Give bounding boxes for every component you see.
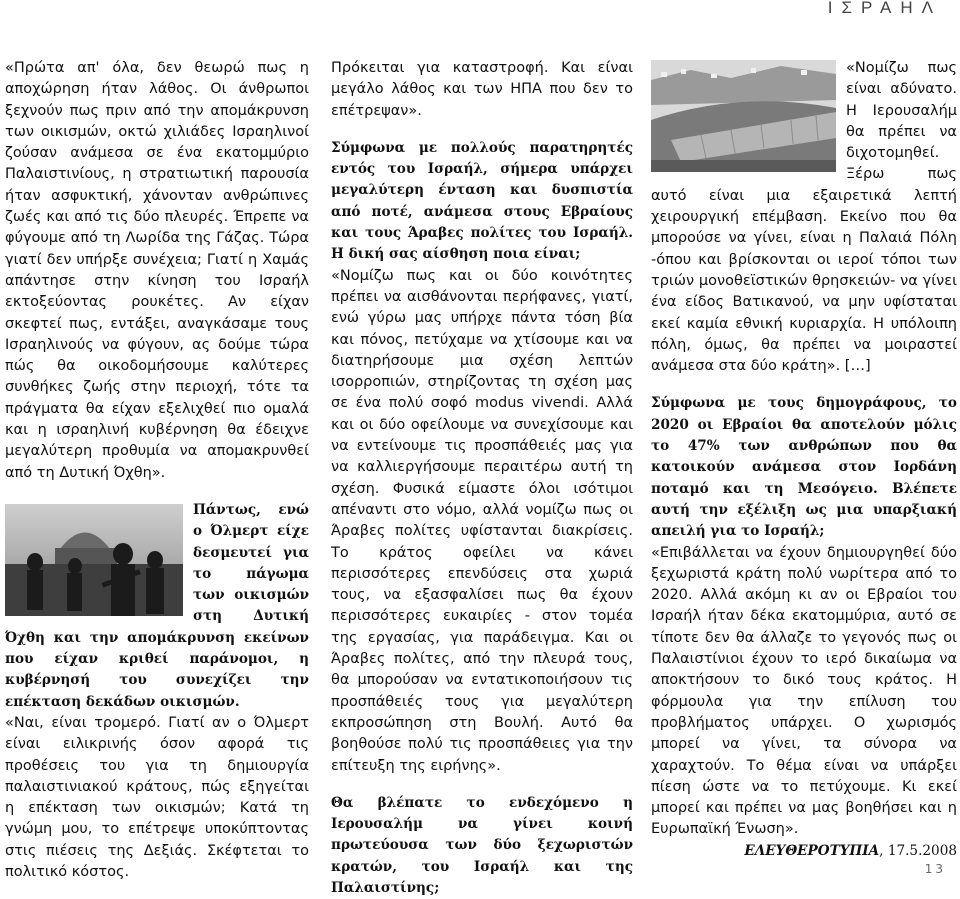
interview-question: Σύμφωνα με τους δημογράφους, το 2020 οι Εβραίοι θα αποτελούν μόλις το 47% των ανθρώπων που θα κατοικούν ανάμεσα στον Ιορδάνη ποταμό και τη Μεσόγειο. Βλέπετε αυτή την εξέλιξη ως μια υπαρξιακή απειλή για το Ισραήλ; <box>651 395 957 540</box>
answer-paragraph: «Ναι, είναι τρομερό. Γιατί αν ο Όλμερτ είναι ειλικρινής όσον αφορά τις προθέσεις του για τη δημιουργία παλαιστινιακού κράτους, πώς εξηγείται η επέκταση των οικισμών; Κατά τη γνώμη μου, το επέτρεψε υποκύπτοντας στις πιέσεις της Δεξιάς. Σκέφτεται το πολιτικό κόστος. <box>5 714 309 880</box>
interview-question: Σύμφωνα με πολλούς παρατηρητές εντός του Ισραήλ, σήμερα υπάρχει μεγαλύτερη ένταση και δυσπιστία από ποτέ, ανάμεσα στους Εβραίους και τους Άραβες πολίτες του Ισραήλ. Η δική σας αίσθηση ποια είναι; <box>331 139 633 263</box>
column-1 <box>5 58 309 883</box>
source-date: , 17.5.2008 <box>879 842 957 859</box>
interview-question: Θα βλέπατε το ενδεχόμενο η Ιερουσαλήμ να γίνει κοινή πρωτεύουσα των δύο ξεχωριστών κρατών, του Ισραήλ και της Παλαιστίνης; <box>331 794 633 896</box>
source-name: ΕΛΕΥΘΕΡΟΤΥΠΙΑ <box>744 842 880 859</box>
column-3 <box>651 58 957 862</box>
section-header: ΙΣΡΑΗΛ <box>827 0 942 17</box>
separation-wall-photo <box>651 60 836 172</box>
answer-paragraph: «Νομίζω πως είναι αδύνατο. Η Ιερουσαλήμ θα πρέπει να διχοτομηθεί. Ξέρω πως αυτό είναι μια εξαιρετικά λεπτή χειρουργική επέμβαση. Εκείνο που θα μπορούσε να γίνει, είναι η Παλαιά Πόλη -όπου και βρίσκονται οι ιεροί τόποι των τριών μονοθεϊστικών θρησκειών- να γίνει ένα είδος Βατικανού, να μην υφίσταται εκεί καμία εθνική κυριαρχία. Η υπόλοιπη πόλη, όμως, θα πρέπει να μοιραστεί ανάμεσα στα δύο κράτη». […] <box>651 60 957 375</box>
answer-paragraph: Πρόκειται για καταστροφή. Και είναι μεγάλο λάθος και των ΗΠΑ που δεν το επέτρεψαν». <box>331 60 633 119</box>
source-signature <box>651 841 957 862</box>
soldiers-dome-photo <box>5 504 183 616</box>
interview-question: Πάντως, ενώ ο Όλμερτ είχε δεσμευτεί για το πάγωμα των οικισμών στη Δυτική Όχθη και την απομάκρυνση εκείνων που είχαν κριθεί παράνομοι, η κυβέρνησή του συνεχίζει την επέκταση δεκάδων οικισμών. <box>5 501 309 710</box>
answer-paragraph: «Επιβάλλεται να έχουν δημιουργηθεί δύο ξεχωριστά κράτη πολύ νωρίτερα από το 2020. Αλλά ακόμη κι αν οι Εβραίοι του Ισραήλ ήταν δέκα εκατομμύρια, αυτό σε τίποτε δεν θα άλλαζε το γεγονός πως οι Παλαιστίνιοι έχουν το ιερό δικαίωμα να αποκτήσουν το δικό τους κράτος. Η φόρμουλα για την επίλυση του προβλήματος υπάρχει. Ο χωρισμός μπορεί να γίνει, τα σύνορα να χαραχτούν. Το θέμα είναι να υπάρξει πίεση ώστε να το πετύχουμε. Κι εκεί μπορεί και πρέπει να μας βοηθήσει και η Ευρωπαϊκή Ένωση». <box>651 544 957 838</box>
page-number: 13 <box>924 862 946 876</box>
column-2 <box>331 58 633 899</box>
answer-paragraph: «Πρώτα απ' όλα, δεν θεωρώ πως η αποχώρηση ήταν λάθος. Οι άνθρωποι ξεχνούν πως πριν από την απομάκρυνση των οικισμών, οκτώ χιλιάδες Ισραηλινοί ζούσαν ανάμεσα σε ένα εκατομμύριο Παλαιστινίους, η στρατιωτική παρουσία ήταν ασφυκτική, χάνονταν ανθρώπινες ζωές και από τις δύο πλευρές. Έπρεπε να φύγουμε από τη Λωρίδα της Γάζας. Τώρα γιατί δεν υπήρξε συνέχεια; Γιατί η Χαμάς απάντησε στην κίνηση του Ισραήλ εκτοξεύοντας ρουκέτες. Αν είχαν σκεφτεί πως, εντάξει, αναγκάσαμε τους Ισραηλινούς να φύγουν, ας δούμε τώρα πώς θα οικοδομήσουμε καλύτερες συνθήκες ζωής στην περιοχή, τότε τα πράγματα θα είχαν εξελιχθεί πιο ομαλά και η ισραηλινή κυβέρνηση θα έδειχνε μεγαλύτερη προθυμία να απομακρυνθεί από τη Δυτική Όχθη». <box>5 60 309 481</box>
answer-paragraph: «Νομίζω πως και οι δύο κοινότητες πρέπει να αισθάνονται περήφανες, γιατί, ενώ γύρω μας υπήρχε πάντα τόση βία και πόνος, πετύχαμε να χτίσουμε και να διατηρήσουμε μια σχέση λεπτών ισορροπιών, στηρίζοντας τη σχέση μας σε ένα πολύ σοφό modus vivendi. Αλλά και οι δύο οφείλουμε να συνεχίσουμε και να εντείνουμε τις προσπάθειές μας για να καλλιεργήσουμε περαιτέρω αυτή τη σχέση. Φυσικά είμαστε όλοι ισότιμοι απέναντι στο νόμο, αλλά νομίζω πως οι Άραβες πολίτες υφίστανται διακρίσεις. Το κράτος οφείλει να κάνει περισσότερες επενδύσεις στα χωριά τους, να εξασφαλίσει πως θα έχουν περισσότερες ευκαιρίες - στον τομέα της εργασίας, για παράδειγμα. Και οι Άραβες πολίτες, από την πλευρά τους, θα μπορούσαν να εντατικοποιήσουν τις προσπάθειές τους για μεγαλύτερη εκπροσώπηση στη Βουλή. Αυτό θα βοηθούσε πολύ τις προσπάθειες για την επίτευξη της ειρήνης». <box>331 267 633 774</box>
